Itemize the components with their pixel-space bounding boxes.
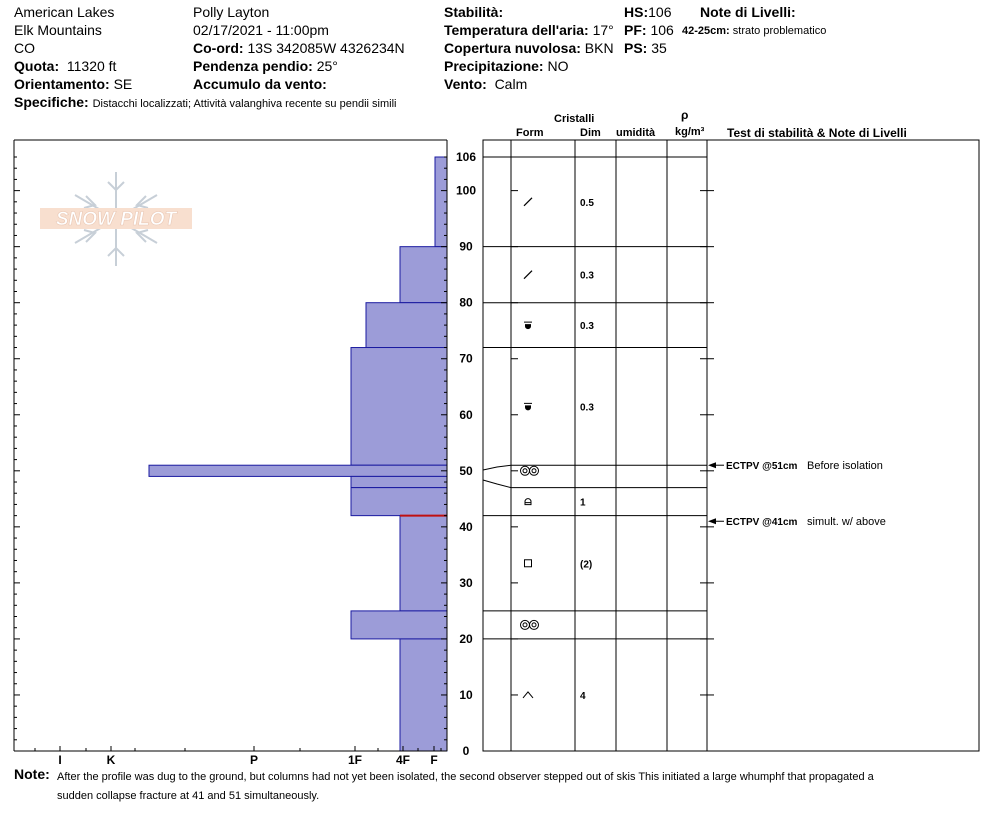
crystal-form-faceted-icon — [525, 560, 532, 567]
hardness-bar — [149, 465, 447, 476]
air-temp-value: 17° — [592, 22, 614, 38]
test-arrow-head-icon — [708, 518, 716, 524]
height-tick-label: 0 — [462, 744, 470, 758]
specifics-value: Distacchi localizzati; Attività valanghiva recente su pendii simili — [92, 98, 397, 110]
height-tick-label: 10 — [459, 687, 473, 702]
logo-text: SNOW PILOT — [55, 209, 177, 230]
air-temp-label: Temperatura dell'aria: — [444, 22, 589, 38]
precip-value: NO — [547, 58, 569, 74]
state: CO — [14, 40, 35, 56]
rho-header: ρ — [681, 108, 689, 122]
moisture-header: umidità — [616, 127, 656, 139]
ps-label: PS: — [624, 40, 648, 56]
crystal-form-faceted-rounded-icon — [525, 499, 531, 505]
hardness-tick-label: F — [430, 753, 438, 767]
coord-value: 13S 342085W 4326234N — [247, 40, 405, 56]
note-line-1: After the profile was dug to the ground, but columns had not yet been isolated, the second observer stepped out of skis This initiated a large whumphf that propagated a — [57, 771, 874, 783]
crystal-form-surface-hoar-icon — [530, 466, 539, 475]
height-tick-label: 90 — [459, 239, 473, 254]
crystal-form-surface-hoar-icon — [532, 623, 536, 627]
height-tick-label: 106 — [455, 150, 477, 164]
hardness-bar — [351, 488, 447, 516]
test-arrow-head-icon — [708, 462, 716, 468]
height-tick-label: 30 — [459, 575, 473, 590]
crystal-form-decomposing-icon — [524, 271, 532, 279]
tests-header: Test di stabilità & Note di Livelli — [727, 126, 907, 140]
coord-label: Co-ord: — [193, 40, 244, 56]
slope-label: Pendenza pendio: — [193, 58, 313, 74]
density-unit-header: kg/m³ — [675, 126, 705, 138]
hardness-bar — [351, 348, 447, 466]
crystals-header: Cristalli — [554, 113, 595, 125]
layer-connector — [483, 480, 511, 488]
layer-note-range: 42-25cm: — [682, 25, 730, 37]
hardness-tick-label: K — [106, 753, 116, 767]
crystal-size-label: 1 — [580, 497, 586, 509]
note-label: Note: — [14, 766, 50, 782]
hardness-bar — [400, 247, 447, 303]
snowpilot-logo — [40, 172, 192, 266]
grid-frame — [483, 140, 979, 751]
wind-value: Calm — [494, 76, 528, 92]
crystal-size-label: 0.5 — [580, 197, 594, 209]
elevation-value: 11320 ft — [66, 58, 117, 74]
hardness-bar — [366, 303, 447, 348]
ps-value: 35 — [651, 40, 667, 56]
hs-value: 106 — [648, 4, 672, 20]
test-code: ECTPV @41cm — [726, 517, 798, 529]
height-tick-label: 60 — [459, 407, 473, 422]
crystal-size-label: 4 — [580, 690, 586, 702]
cloud-value: BKN — [584, 40, 614, 56]
hardness-bar — [351, 476, 447, 487]
height-tick-label: 100 — [455, 183, 477, 198]
height-tick-label: 40 — [459, 519, 473, 534]
stability-label: Stabilità: — [444, 4, 504, 20]
form-header: Form — [516, 127, 544, 139]
size-header: Dim — [580, 127, 601, 139]
hardness-tick-label: P — [249, 753, 259, 767]
crystal-form-depth-hoar-icon — [523, 692, 533, 698]
layer-connector — [483, 465, 511, 470]
crystal-form-surface-hoar-icon — [532, 469, 536, 473]
hardness-bar — [400, 639, 447, 751]
crystal-size-label: 0.3 — [580, 402, 594, 414]
crystal-form-surface-hoar-icon — [523, 469, 527, 473]
test-note: simult. w/ above — [807, 516, 886, 529]
location-name: American Lakes — [14, 4, 115, 20]
aspect-value: SE — [113, 76, 133, 92]
hardness-tick-label: 4F — [395, 753, 411, 767]
test-code: ECTPV @51cm — [726, 461, 798, 473]
pf-label: PF: — [624, 22, 647, 38]
aspect-label: Orientamento: — [14, 76, 110, 92]
cloud-label: Copertura nuvolosa: — [444, 40, 581, 56]
hs-label: HS: — [624, 4, 649, 20]
mountain-range: Elk Mountains — [14, 22, 102, 38]
crystal-form-decomposing-icon — [524, 198, 532, 206]
hardness-tick-label: 1F — [347, 753, 363, 767]
crystal-form-rounding-icon — [525, 405, 531, 410]
pf-value: 106 — [650, 22, 674, 38]
note-line-2: sudden collapse fracture at 41 and 51 simultaneously. — [57, 790, 320, 802]
precip-label: Precipitazione: — [444, 58, 544, 74]
height-tick-label: 50 — [459, 463, 473, 478]
hardness-bar — [400, 516, 447, 611]
hardness-tick-label: I — [58, 753, 62, 767]
elevation-label: Quota: — [14, 58, 60, 74]
height-tick-label: 20 — [459, 631, 473, 646]
observer: Polly Layton — [193, 4, 270, 20]
test-note: Before isolation — [807, 460, 883, 473]
crystal-form-surface-hoar-icon — [521, 620, 530, 629]
hardness-bar — [351, 611, 447, 639]
height-tick-label: 80 — [459, 295, 473, 310]
datetime: 02/17/2021 - 11:00pm — [193, 22, 329, 38]
wind-label: Vento: — [444, 76, 487, 92]
crystal-size-label: 0.3 — [580, 321, 594, 333]
height-tick-label: 70 — [459, 351, 473, 366]
specifics-label: Specifiche: — [14, 94, 89, 110]
wind-load-label: Accumulo da vento: — [193, 76, 327, 92]
crystal-size-label: 0.3 — [580, 270, 594, 282]
crystal-form-surface-hoar-icon — [530, 620, 539, 629]
crystal-form-surface-hoar-icon — [523, 623, 527, 627]
crystal-form-rounding-icon — [525, 324, 531, 329]
layer-note-text: strato problematico — [732, 25, 827, 37]
layer-notes-label: Note di Livelli: — [700, 4, 796, 20]
slope-value: 25° — [316, 58, 338, 74]
crystal-size-label: (2) — [580, 559, 593, 571]
crystal-form-surface-hoar-icon — [521, 466, 530, 475]
